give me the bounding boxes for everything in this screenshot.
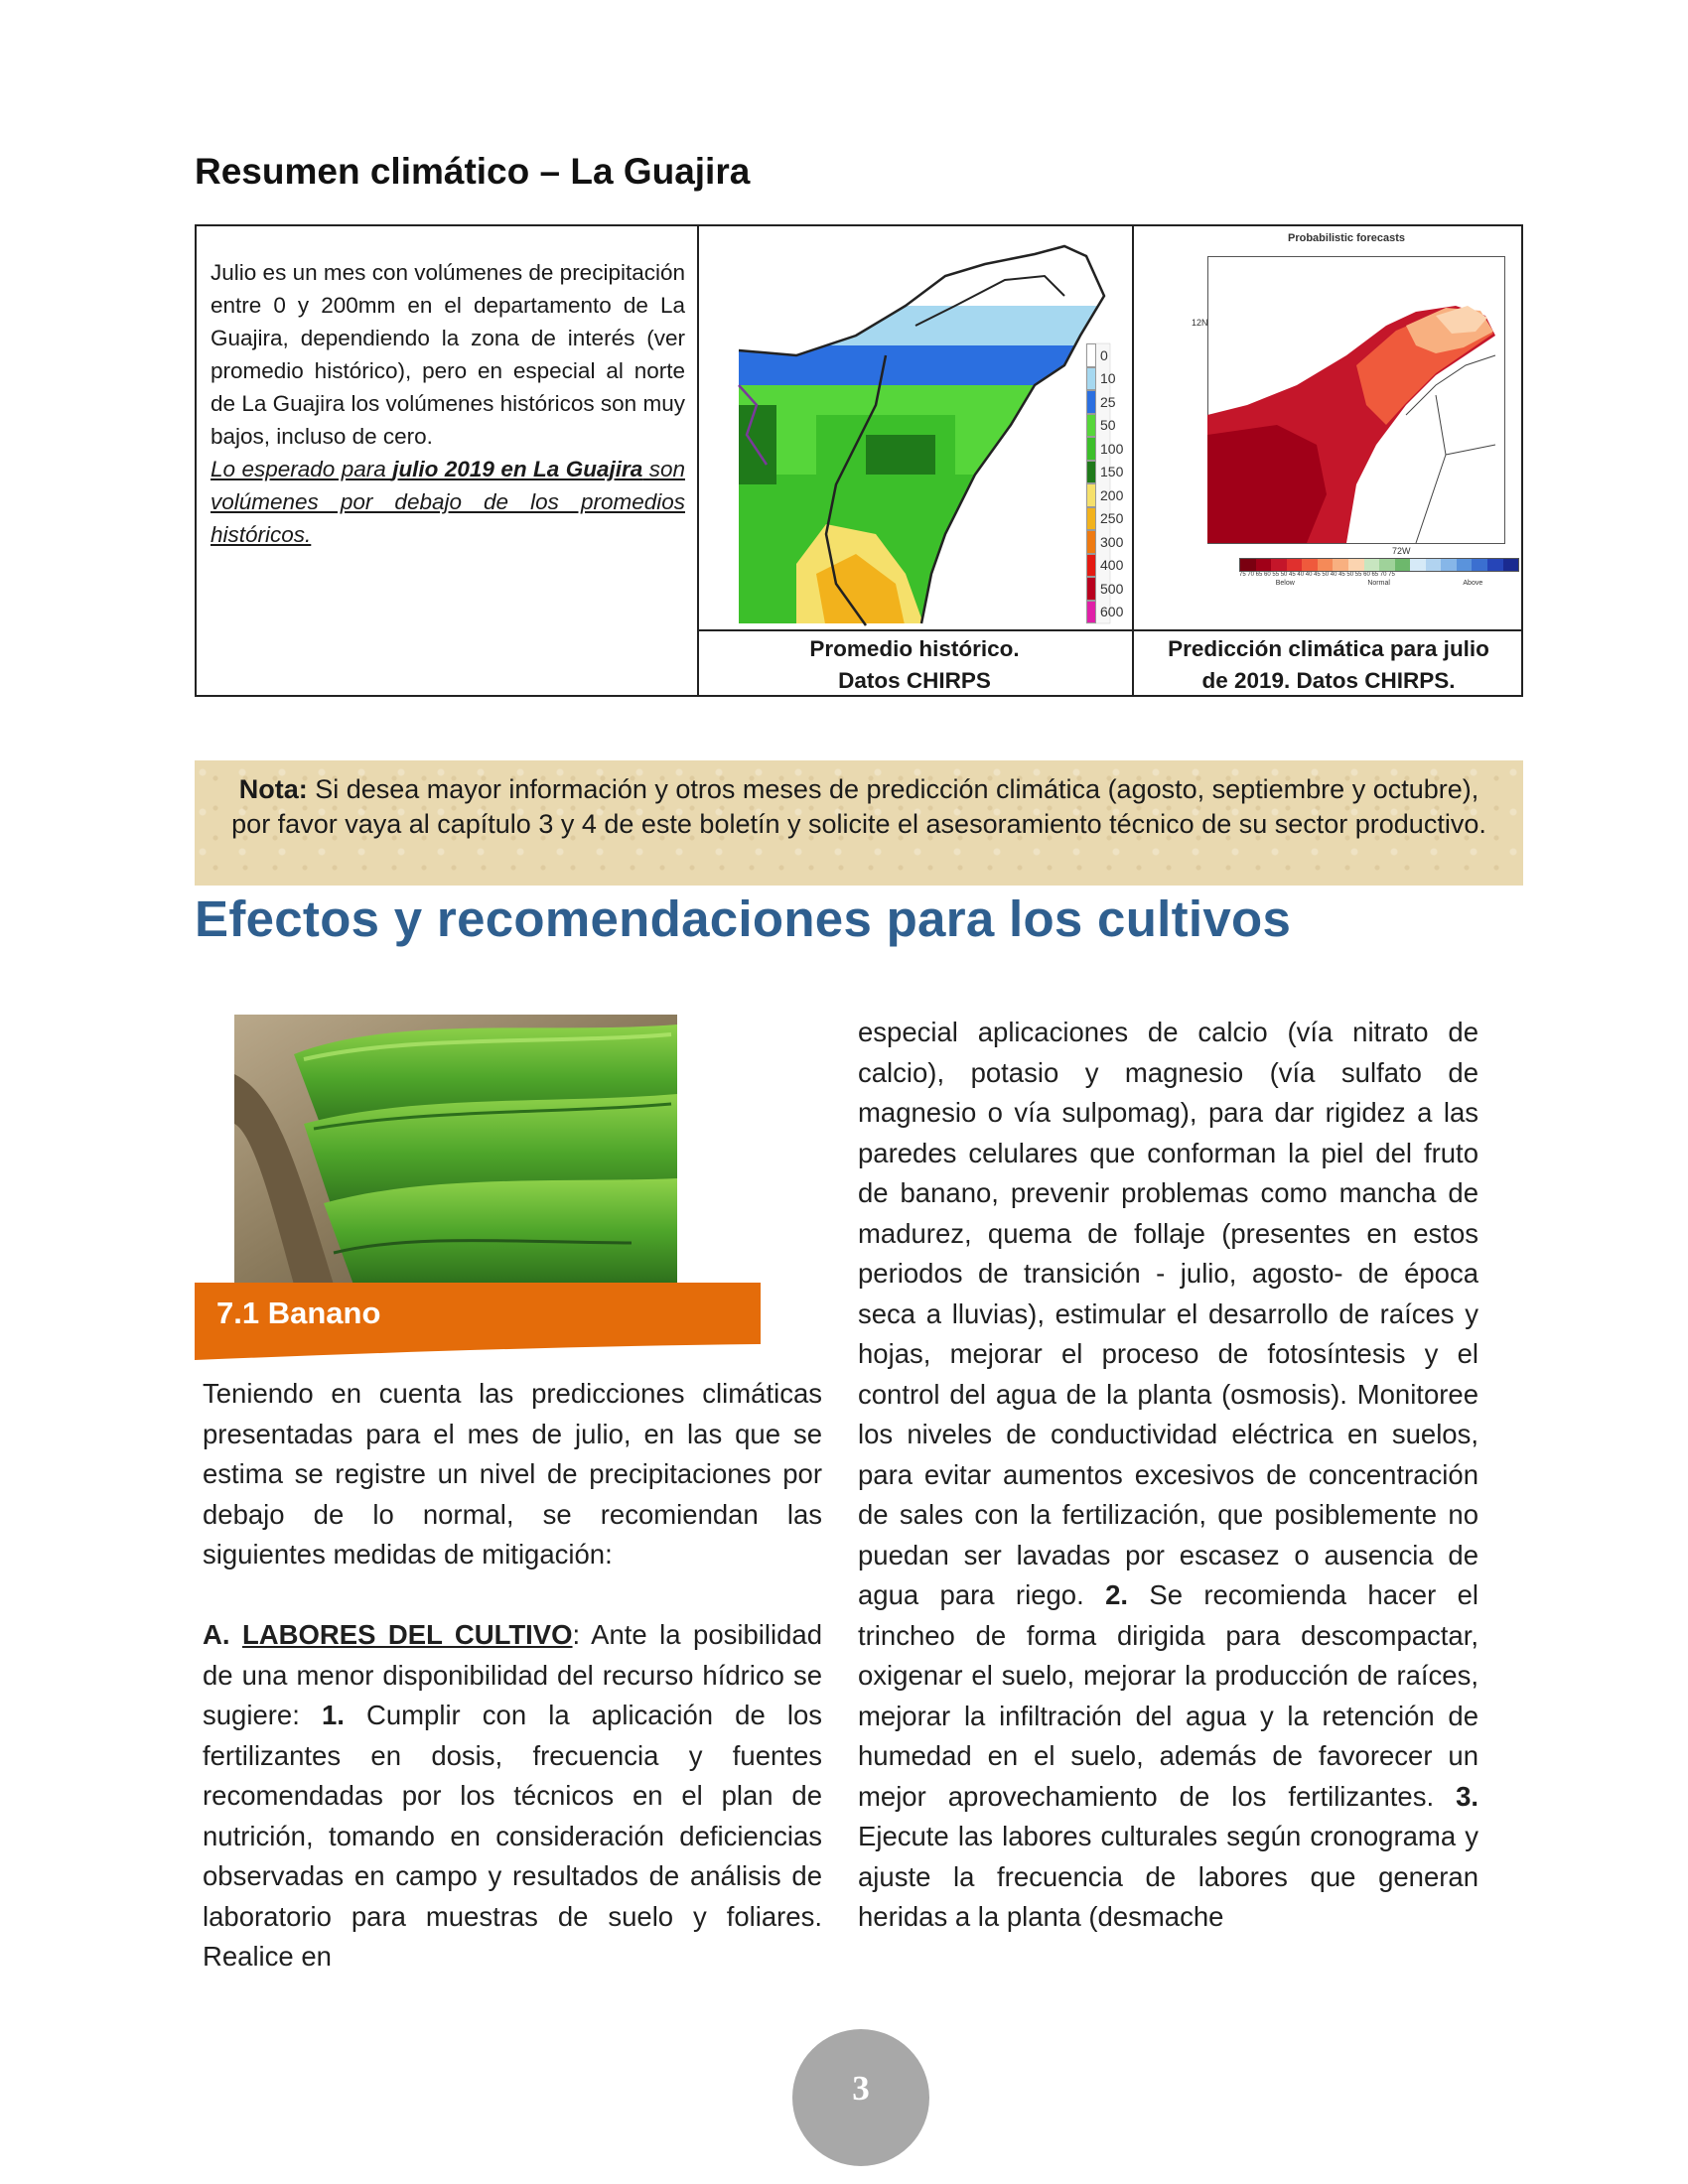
legend-swatch (1086, 554, 1096, 578)
summary-text-emphasis: Lo esperado para julio 2019 en La Guajira son volúmenes por debajo de los promedios históricos. (211, 457, 685, 547)
legend-entry (1086, 554, 1156, 578)
labores-heading: LABORES DEL CULTIVO (241, 1619, 573, 1650)
body-column-right (858, 1013, 1478, 1938)
legend-label: 250 (1100, 510, 1124, 527)
legend-swatch (1086, 601, 1096, 624)
legend-entry (1086, 437, 1156, 461)
colorbar-swatch (1379, 559, 1395, 571)
legend-label: 600 (1100, 604, 1124, 620)
colorbar-swatch (1395, 559, 1411, 571)
prediction-forecast-map (1172, 232, 1521, 608)
legend-swatch (1086, 507, 1096, 531)
table-divider (697, 629, 1521, 631)
colorbar-swatch (1333, 559, 1348, 571)
legend-label: 10 (1100, 370, 1116, 387)
colorbar-swatch (1318, 559, 1334, 571)
legend-swatch (1086, 367, 1096, 391)
colorbar-swatch (1240, 559, 1256, 571)
table-divider (697, 226, 699, 695)
legend-entry (1086, 414, 1156, 438)
longitude-label: 72W (1392, 546, 1411, 556)
latitude-label: 12N (1192, 318, 1208, 328)
legend-entry (1086, 577, 1156, 601)
colorbar-ticks: 75 70 65 60 55 50 45 40 40 45 50 40 45 50 55 60 65 70 75 (1239, 572, 1395, 578)
colorbar-swatch (1287, 559, 1303, 571)
legend-swatch (1086, 530, 1096, 554)
colorbar-swatch (1503, 559, 1519, 571)
legend-swatch (1086, 461, 1096, 484)
legend-label: 400 (1100, 557, 1124, 574)
legend-swatch (1086, 483, 1096, 507)
forecast-map-title: Probabilistic forecasts (1288, 232, 1405, 244)
legend-label: 25 (1100, 393, 1116, 410)
legend-entry (1086, 601, 1156, 624)
legend-entry (1086, 343, 1156, 367)
historical-map-caption: Promedio histórico. Datos CHIRPS (809, 636, 1020, 693)
continued-paragraph: especial aplicaciones de calcio (vía nitrato de calcio), potasio y magnesio (vía sulfato de magnesio o vía sulpomag), para dar rigidez a las paredes celulares que conforman la piel del fruto de banano, prevenir problemas como mancha de madurez, quema de follaje (presentes en estos periodos de transición - julio, agosto- de época seca a lluvias), estimular el desarrollo de raíces y hojas, mejorar el proceso de fotosíntesis y el control del agua de la planta (osmosis). Monitoree los niveles de conductividad eléctrica en suelos, para evitar aumentos excesivos de concentración de sales con la fertilización, que posiblemente no puedan ser lavadas por escasez o ausencia de agua para riego. 2. Se recomienda hacer el trincheo de forma dirigida para descompactar, oxigenar el suelo, mejorar la producción de raíces, mejorar la infiltración del agua y la retención de humedad en el suelo, además de favorecer un mejor aprovechamiento de los fertilizantes. 3. Ejecute las labores culturales según cronograma y ajuste la frecuencia de labores que generan heridas a la planta (desmache (858, 1017, 1478, 1932)
colorbar-swatch (1364, 559, 1380, 571)
labores-paragraph: A. LABORES DEL CULTIVO: Ante la posibilidad de una menor disponibilidad del recurso hídrico se sugiere: 1. Cumplir con la aplicación de los fertilizantes en dosis, frecuencia y fuentes recomendadas por los técnicos en el plan de nutrición, tomando en consideración deficiencias observadas en campo y resultados de análisis de laboratorio para muestras de suelo y foliares. Realice en (203, 1619, 822, 1972)
legend-label: 0 (1100, 346, 1108, 363)
legend-entry (1086, 461, 1156, 484)
summary-text-plain: Julio es un mes con volúmenes de precipitación entre 0 y 200mm en el departamento de La Guajira, dependiendo la zona de interés (ver promedio histórico), pero en especial al norte de La Guajira los volúmenes históricos son muy bajos, incluso de cero. (211, 260, 685, 449)
legend-label: 150 (1100, 464, 1124, 480)
climate-summary-table (195, 224, 1523, 697)
colorbar-swatch (1302, 559, 1318, 571)
colorbar-swatch (1487, 559, 1503, 571)
colorbar-swatch (1348, 559, 1364, 571)
intro-paragraph: Teniendo en cuenta las predicciones climáticas presentadas para el mes de julio, en las que se estima se registre un nivel de precipitaciones por debajo de lo normal, se recomiendan las siguientes medidas de mitigación: (203, 1378, 822, 1570)
colorbar-swatch (1410, 559, 1426, 571)
colorbar-swatch (1271, 559, 1287, 571)
colorbar-swatch (1441, 559, 1457, 571)
note-text: Si desea mayor información y otros meses de predicción climática (agosto, septiembre y octubre), por favor vaya al capítulo 3 y 4 de este boletín y solicite el asesoramiento técnico de su sector productivo. (231, 774, 1486, 839)
prediction-map-caption: Predicción climática para julio de 2019. Datos CHIRPS. (1168, 636, 1489, 693)
legend-entry (1086, 390, 1156, 414)
body-column-left (203, 1374, 822, 1978)
colorbar-swatch (1426, 559, 1442, 571)
banana-photo (234, 1015, 677, 1285)
section-banner-label: 7.1 Banano (216, 1296, 381, 1330)
legend-label: 500 (1100, 580, 1124, 597)
legend-entry (1086, 367, 1156, 391)
legend-entry (1086, 507, 1156, 531)
colorbar-swatch (1457, 559, 1473, 571)
legend-swatch (1086, 390, 1096, 414)
legend-swatch (1086, 414, 1096, 438)
colorbar-swatch (1256, 559, 1272, 571)
legend-entry (1086, 530, 1156, 554)
colorbar-swatch (1472, 559, 1487, 571)
page-number: 3 (852, 2069, 870, 2108)
note-box (195, 760, 1523, 886)
legend-entry (1086, 483, 1156, 507)
legend-swatch (1086, 577, 1096, 601)
note-label: Nota: (238, 774, 308, 804)
legend-swatch (1086, 437, 1096, 461)
colorbar-categories: Below Normal Above (1275, 580, 1483, 587)
legend-label: 300 (1100, 533, 1124, 550)
legend-label: 200 (1100, 486, 1124, 503)
forecast-colorbar (1239, 558, 1519, 572)
legend-label: 100 (1100, 440, 1124, 457)
section-heading: Efectos y recomendaciones para los cultivos (195, 890, 1292, 947)
legend-label: 50 (1100, 417, 1116, 434)
page-title: Resumen climático – La Guajira (195, 151, 751, 192)
summary-paragraph (211, 256, 685, 551)
legend-swatch (1086, 343, 1096, 367)
